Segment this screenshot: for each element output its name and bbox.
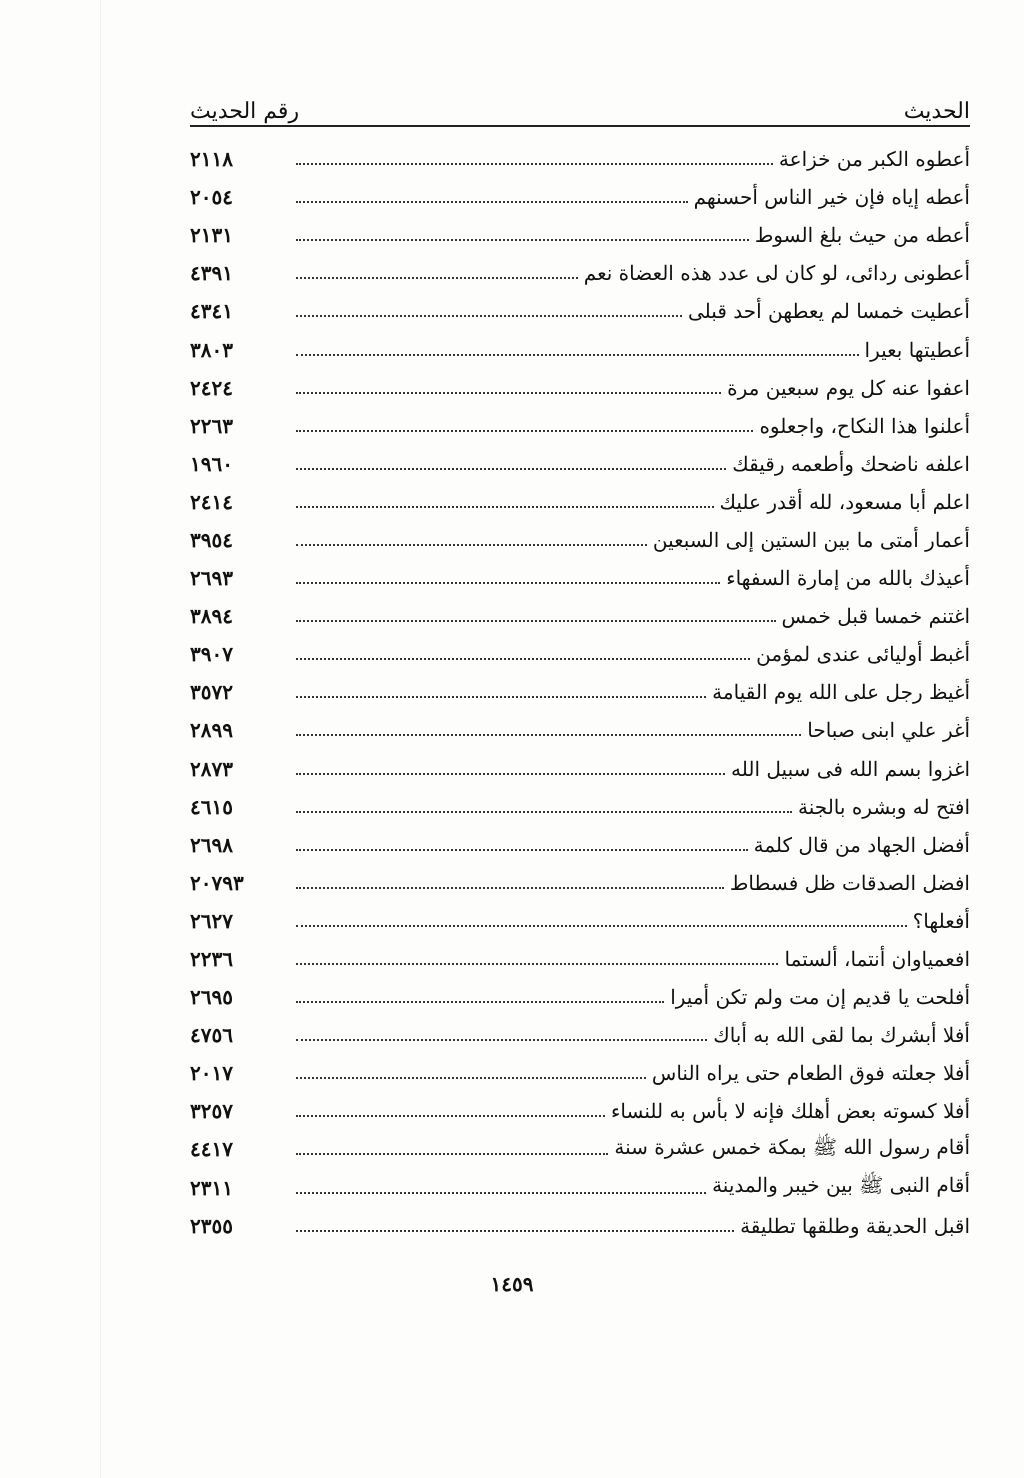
hadith-text: أعطه إياه فإن خير الناس أحسنهم — [693, 185, 970, 210]
hadith-number: ١٩٦٠ — [190, 451, 233, 476]
list-item — [190, 1054, 970, 1092]
dot-leader — [296, 1192, 706, 1194]
hadith-text: أقام النبى ﷺ بين خيبر والمدينة — [712, 1173, 970, 1198]
hadith-text: اعفوا عنه كل يوم سبعين مرة — [727, 375, 970, 400]
hadith-text: اغتنم خمسا قبل خمس — [781, 604, 970, 629]
hadith-number: ٤٧٥٦ — [190, 1023, 233, 1048]
hadith-text: أفعلها؟ — [912, 908, 970, 933]
hadith-number: ٤٣٤١ — [190, 299, 233, 324]
dot-leader — [296, 620, 776, 622]
dot-leader — [296, 849, 748, 851]
hadith-text: اعلم أبا مسعود، لله أقدر عليك — [719, 489, 970, 514]
dot-leader — [296, 1153, 608, 1155]
hadith-text: أفلا أبشرك بما لقى الله به أباك — [713, 1023, 970, 1048]
dot-leader — [296, 1077, 646, 1079]
hadith-text: أغيظ رجل على الله يوم القيامة — [712, 680, 970, 705]
dot-leader — [296, 734, 801, 736]
dot-leader — [296, 1230, 734, 1232]
dot-leader — [296, 773, 725, 775]
hadith-number: ٢٦٩٨ — [190, 832, 233, 857]
hadith-number: ٣٩٠٧ — [190, 642, 233, 667]
list-item — [190, 673, 970, 711]
dot-leader — [296, 925, 907, 927]
list-item — [190, 597, 970, 635]
hadith-index-list — [190, 140, 970, 1245]
list-item — [190, 1130, 970, 1168]
hadith-number: ٣٥٧٢ — [190, 680, 233, 705]
list-item — [190, 902, 970, 940]
dot-leader — [296, 811, 792, 813]
list-item — [190, 254, 970, 292]
header-rule — [190, 125, 970, 127]
hadith-number: ٢٠٥٤ — [190, 185, 233, 210]
hadith-number: ٤٣٩١ — [190, 261, 233, 286]
list-item — [190, 521, 970, 559]
list-item — [190, 826, 970, 864]
hadith-number: ٢٦٢٧ — [190, 908, 233, 933]
list-item — [190, 292, 970, 330]
list-item — [190, 369, 970, 407]
list-item — [190, 635, 970, 673]
dot-leader — [296, 1001, 664, 1003]
page-number: ١٤٥٩ — [490, 1272, 534, 1296]
hadith-text: أعطيت خمسا لم يعطهن أحد قبلى — [688, 299, 970, 324]
hadith-number: ٢٤٢٤ — [190, 375, 233, 400]
list-item — [190, 711, 970, 749]
hadith-text: أعمار أمتى ما بين الستين إلى السبعين — [652, 527, 970, 552]
hadith-text: اعلفه ناضحك وأطعمه رقيقك — [732, 451, 970, 476]
hadith-text: أقام رسول الله ﷺ بمكة خمس عشرة سنة — [614, 1134, 970, 1159]
dot-leader — [296, 430, 753, 432]
dot-leader — [296, 354, 859, 356]
dot-leader — [296, 696, 706, 698]
header-hadith-label: الحديث — [903, 99, 970, 124]
hadith-text: أغر علي ابنى صباحا — [807, 718, 970, 743]
list-item — [190, 407, 970, 445]
dot-leader — [296, 658, 750, 660]
hadith-text: أعطونى ردائى، لو كان لى عدد هذه العضاة نعم — [583, 261, 970, 286]
hadith-number: ٢٣٥٥ — [190, 1213, 233, 1238]
dot-leader — [296, 277, 578, 279]
hadith-number: ٣٨٠٣ — [190, 337, 233, 362]
hadith-text: أفلا جعلته فوق الطعام حتى يراه الناس — [651, 1061, 970, 1086]
hadith-text: أعلنوا هذا النكاح، واجعلوه — [759, 413, 970, 438]
hadith-number: ٢١٣١ — [190, 223, 233, 248]
dot-leader — [296, 1039, 707, 1041]
list-item — [190, 940, 970, 978]
hadith-number: ٢٠١٧ — [190, 1061, 233, 1086]
list-item — [190, 1169, 970, 1207]
page-header — [190, 84, 970, 124]
hadith-text: اقبل الحديقة وطلقها تطليقة — [740, 1213, 970, 1238]
list-item — [190, 788, 970, 826]
dot-leader — [296, 1115, 605, 1117]
hadith-number: ٢١١٨ — [190, 147, 233, 172]
hadith-number: ٢٨٧٣ — [190, 756, 233, 781]
hadith-text: اغزوا بسم الله فى سبيل الله — [731, 756, 970, 781]
hadith-number: ٣٨٩٤ — [190, 604, 233, 629]
list-item — [190, 559, 970, 597]
header-number-label: رقم الحديث — [190, 99, 300, 124]
list-item — [190, 1207, 970, 1245]
scan-margin-line — [100, 0, 101, 1478]
dot-leader — [296, 239, 749, 241]
hadith-number: ٤٤١٧ — [190, 1137, 233, 1162]
list-item — [190, 140, 970, 178]
list-item — [190, 445, 970, 483]
hadith-text: أعيذك بالله من إمارة السفهاء — [726, 566, 970, 591]
hadith-text: أعطيتها بعيرا — [864, 337, 970, 362]
dot-leader — [296, 963, 778, 965]
dot-leader — [296, 315, 682, 317]
list-item — [190, 1016, 970, 1054]
hadith-number: ٤٦١٥ — [190, 794, 233, 819]
hadith-text: افتح له وبشره بالجنة — [798, 794, 970, 819]
hadith-number: ٢٦٩٣ — [190, 566, 233, 591]
dot-leader — [296, 392, 721, 394]
list-item — [190, 216, 970, 254]
list-item — [190, 330, 970, 368]
list-item — [190, 750, 970, 788]
dot-leader — [296, 582, 720, 584]
list-item — [190, 864, 970, 902]
hadith-number: ٢٤١٤ — [190, 489, 233, 514]
hadith-text: أفلا كسوته بعض أهلك فإنه لا بأس به للنساء — [611, 1099, 970, 1124]
hadith-text: أفلحت يا قديم إن مت ولم تكن أميرا — [670, 985, 970, 1010]
hadith-text: أغبط أوليائى عندى لمؤمن — [756, 642, 970, 667]
hadith-text: أعطوه الكبر من خزاعة — [778, 147, 970, 172]
list-item — [190, 483, 970, 521]
hadith-text: افعمياوان أنتما، ألستما — [784, 947, 970, 972]
hadith-number: ٣٢٥٧ — [190, 1099, 233, 1124]
hadith-number: ٢٨٩٩ — [190, 718, 233, 743]
hadith-number: ٢٦٩٥ — [190, 985, 233, 1010]
hadith-text: افضل الصدقات ظل فسطاط — [729, 870, 970, 895]
dot-leader — [296, 201, 688, 203]
dot-leader — [296, 163, 773, 165]
list-item — [190, 178, 970, 216]
hadith-text: أفضل الجهاد من قال كلمة — [753, 832, 970, 857]
hadith-text: أعطه من حيث بلغ السوط — [754, 223, 970, 248]
hadith-number: ٣٩٥٤ — [190, 527, 233, 552]
dot-leader — [296, 544, 647, 546]
list-item — [190, 978, 970, 1016]
hadith-number: ٢٢٦٣ — [190, 413, 233, 438]
list-item — [190, 1092, 970, 1130]
hadith-number: ٢٣١١ — [190, 1175, 233, 1200]
dot-leader — [296, 468, 726, 470]
hadith-number: ٢٢٣٦ — [190, 947, 233, 972]
dot-leader — [296, 887, 724, 889]
dot-leader — [296, 506, 714, 508]
hadith-number: ٢٠٧٩٣ — [190, 870, 244, 895]
